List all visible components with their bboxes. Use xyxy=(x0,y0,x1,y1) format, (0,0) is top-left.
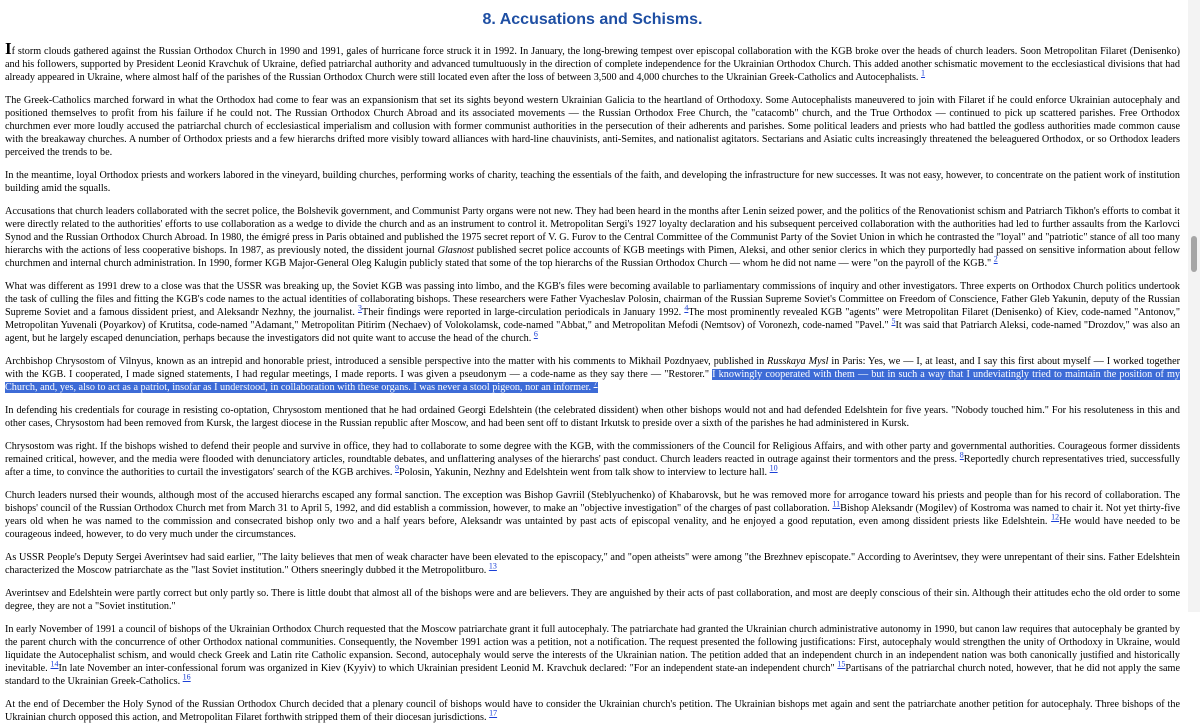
paragraph-text: in Paris: Yes, we — I, at least, and I say this first about myself — I worked together with the KGB. I cooperated, I made signed statements, I had regular meetings, I made reports. I was given a pseudonym — a code-name as they say there — "Restorer." xyxy=(5,356,1181,380)
paragraph-text: In defending his credentials for courage in resisting co-optation, Chrysostom mentioned that he had ordained Georgi Edelshtein (the celebrated dissident) when other bishops would not and had defended Edelshtein for five years. "Nobody touched him." For his resoluteness in this and other cases, Chrysostom had been removed from Kursk, the largest diocese in the Russian republic after Moscow, and had been sent off to distant Irkutsk to preside over a sixth of the parishes he had administered in Kursk. xyxy=(5,405,1180,429)
body-paragraph xyxy=(5,205,1180,270)
body-paragraph xyxy=(5,489,1180,541)
body-paragraph xyxy=(5,623,1180,688)
paragraph-text: It was said that Patriarch Aleksi, code-named "Drozdov," was also an agent, but he largely escaped denunciation, perhaps because the investigators did not quite want to accuse the head of the church. xyxy=(5,320,1180,344)
paragraph-text: In early November of 1991 a council of bishops of the Ukrainian Orthodox Church requested that the Moscow patriarchate grant it full autocephaly. The patriarchate had granted the Ukrainian church administrative autonomy in 1990, but canon law requires that autocephaly be granted by the parent church with the concurrence of other Orthodox national communities. Consequently, the November 1991 action was a petition, not a notification. The request presented the following justifications: First, autocephaly would strengthen the unity of Orthodoxy in Ukraine, would liquidate the Autocephalist schism, and would check Greek and Latin rite Catholic expansion. Second, autocephaly would serve the interests of the Ukrainian nation. The petition added that an independent church in an independent nation was both canonically justified and historically inevitable. xyxy=(5,624,1180,674)
footnote-marker xyxy=(770,464,778,473)
paragraph-text: As USSR People's Deputy Sergei Averintsev had said earlier, "The laity believes that men of weak character have been elevated to the episcopacy," and "open atheists" were among "the Brezhnev episcopate." According to Averintsev, they were unrepentant of their sins. Father Edelshtein characterized the Moscow patriarchate as the "last Soviet institution." Others sneeringly dubbed it the Metropolitburo. xyxy=(5,552,1180,576)
footnote-link[interactable]: 1 xyxy=(921,68,926,78)
body-paragraph xyxy=(5,551,1180,577)
paragraph-text: Their findings were reported in large-circulation periodicals in January 1992. xyxy=(361,307,685,318)
body-paragraph xyxy=(5,440,1180,479)
footnote-marker xyxy=(183,673,191,682)
paragraph-text: The most prominently revealed KGB "agents" were Metropolitan Filaret (Denisenko) of Kiev, code-named "Antonov," Metropolitan Yuvenali (Poyarkov) of Krutitsa, code-named "Adamant," Metropolitan Pitirim (Nechaev) of Volokolamsk, code-named "Abbat," and Metropolitan Mefodi (Nemtsov) of Voronezh, code-named "Pavel." xyxy=(5,307,1181,331)
footnote-link[interactable]: 16 xyxy=(182,672,191,682)
body-paragraph xyxy=(5,587,1180,613)
footnote-link[interactable]: 10 xyxy=(769,463,778,473)
body-paragraph xyxy=(5,404,1180,430)
body-paragraph xyxy=(5,355,1180,394)
selected-text: I knowingly cooperated with them — but in such a way that I undeviatingly tried to maintain the position of my Church, and, yes, also to act as a patriot, insofar as I understood, in collaboration with these organs. I was never a stool pigeon, nor an informer. xyxy=(5,369,1180,393)
footnote-marker xyxy=(51,660,59,669)
page-title: 8. Accusations and Schisms. xyxy=(482,11,703,28)
footnote-link[interactable]: 11 xyxy=(832,499,841,509)
footnote-link[interactable]: 15 xyxy=(837,659,846,669)
footnote-link[interactable]: 3 xyxy=(357,303,362,313)
footnote-marker xyxy=(489,709,497,718)
footnote-link[interactable]: 5 xyxy=(891,316,896,326)
paragraph-text: Bishop Aleksandr (Mogilev) of Kostroma was named to chair it. Not yet thirty-five years old when he was named to the commission and consecrated bishop only two and a half years before, Aleksandr was untainted by past acts of episcopal venality, and he enjoyed a good reputation, even among dissident priests like Edelshtein. xyxy=(5,503,1181,527)
italic-title: Russkaya Mysl xyxy=(767,356,829,367)
footnote-link[interactable]: 6 xyxy=(533,329,538,339)
footnote-marker xyxy=(1051,513,1059,522)
footnote-marker xyxy=(489,562,497,571)
paragraph-text: f storm clouds gathered against the Russian Orthodox Church in 1990 and 1991, gales of hurricane force struck it in 1992. In January, the long-brewing tempest over episcopal collaboration with the KGB broke over the heads of church leaders. Soon Metropolitan Filaret (Denisenko) and his followers, supported by President Leonid Kravchuk of Ukraine, defied patriarchal authority and advanced tumultuously in the direction of complete independence for the Ukrainian Orthodox Church. This added another schismatic movement to the ecclesiastical divisions that had already appeared in Ukraine, where almost half of the parishes of the Russian Orthodox Church were still located even after the loss of between 3,500 and 4,000 churches to the Ukrainian Greek-Catholics and Autocephalists. xyxy=(5,46,1180,83)
footnote-link[interactable]: 8 xyxy=(959,450,964,460)
footnote-link[interactable]: 4 xyxy=(684,303,689,313)
footnote-link[interactable]: 17 xyxy=(489,708,498,718)
paragraph-text: Accusations that church leaders collaborated with the secret police, the Bolshevik government, and Communist Party organs were not new. They had been heard in the months after Lenin seized power, and the politics of the Renovationist schism and Patriarch Tikhon's efforts to combat it were directly related to the authorities' efforts to use collaboration as a wedge to divide the church and as an instrument to control it. Metropolitan Sergi's 1927 loyalty declaration and his subsequent perceived collaboration with the authorities had led to further assaults from the Karlovci Synod and the Russian Orthodox Church Abroad. In 1980, the émigré press in Paris obtained and published the 1975 secret report of V. G. Furov to the Central Committee of the Communist Party of the Soviet Union in which he contrasted the "loyal" and "patriotic" stance of all too many hierarchs with the actions of less cooperative bishops. In 1987, as previously noted, the dissident journal xyxy=(5,206,1180,256)
paragraph-text: Church leaders nursed their wounds, although most of the accused hierarchs escaped any formal sanction. The exception was Bishop Gavriil (Steblyuchenko) of Khabarovsk, but he was removed more for arrogance toward his priests and people than for his record of collaboration. The bishops' council of the Russian Orthodox Church met from March 31 to April 5, 1992, and did establish a commission, however, to make an "objective investigation" of the charges of past collaboration. xyxy=(5,490,1180,514)
paragraph-text: Partisans of the patriarchal church noted, however, that he did not apply the same standard to the Ukrainian Greek-Catholics. xyxy=(5,663,1180,687)
paragraph-list xyxy=(5,39,1181,724)
italic-title: Glasnost xyxy=(437,245,474,256)
footnote-marker xyxy=(832,500,840,509)
paragraph-text: At the end of December the Holy Synod of the Russian Orthodox Church decided that a plenary council of bishops would have to consider the Ukrainian church's petition. The Ukrainian bishops met again and sent the patriarchate another petition for autocephaly. Three bishops of the Ukrainian church opposed this action, and Metropolitan Filaret forthwith stripped them of their diocesan jurisdictions. xyxy=(5,699,1180,723)
scrollbar-thumb[interactable] xyxy=(1191,236,1197,272)
paragraph-text: Reportedly church representatives tried, successfully after a time, to convince the authorities to curtail the investigators' search of the KGB archives. xyxy=(5,454,1180,478)
paragraph-text: Chrysostom was right. If the bishops wished to defend their people and survive in office, they had to collaborate to some degree with the KGB, with the commissioners of the Council for Religious Affairs, and with other party and governmental authorities. Courageous former dissidents remained critical, however, and the media were flooded with denunciatory articles, roundtable debates, and unflattering analyses of the hierarchs' past conduct. Church leaders reacted in outrage against their tormentors and the press. xyxy=(5,441,1180,465)
footnote-link[interactable]: 9 xyxy=(394,463,399,473)
paragraph-text: In late November an inter-confessional forum was organized in Kiev (Kyyiv) to which Ukrainian president Leonid M. Kravchuk declared: "For an independent state-an independent church" xyxy=(58,663,838,674)
paragraph-text: In the meantime, loyal Orthodox priests and workers labored in the vineyard, building churches, performing works of charity, teaching the essentials of the faith, and developing the infrastructure for new successes. It was not easy, however, to concentrate on the patient work of institution building amid the squalls. xyxy=(5,170,1180,194)
paragraph-text: published secret police accounts of KGB meetings with Pimen, Aleksi, and other senior clerics in which they purportedly had passed on sensitive information about fellow churchmen and internal church administration. In 1990, former KGB Major-General Oleg Kalugin publicly stated that some of the top hierarchs of the Russian Orthodox Church — whom he did not name — were "on the payroll of the KGB." xyxy=(5,245,1180,269)
body-paragraph xyxy=(5,698,1180,724)
footnote-link[interactable]: 14 xyxy=(50,659,59,669)
footnote-link[interactable]: 2 xyxy=(993,254,998,264)
paragraph-text: Polosin, Yakunin, Nezhny and Edelshtein went from talk show to interview to lecture hall. xyxy=(398,467,770,478)
footnote-marker xyxy=(921,69,925,78)
footnote-marker xyxy=(994,255,998,264)
body-paragraph xyxy=(5,39,1180,84)
paragraph-text: The Greek-Catholics marched forward in what the Orthodox had come to fear was an expansionism that set its sights beyond western Ukrainian Galicia to the heartland of Orthodoxy. Some Autocephalists maneuvered to join with Filaret if he could enforce Ukrainian autocephaly and positioned themselves to profit from his failure if he could not. The Russian Orthodox Church Abroad and its associated movements — the Russian Orthodox Free Church, the "catacomb" church, and the True Orthodox — continued to pick up scattered parishes. Free Orthodox churchmen ever more loudly accused the patriarchal church of ecclesiastical imperialism and collusion with former communist authorities in the persecution of their adherents and parishes. Some political leaders and priests who had battled the godless authorities made common cause with the breakaway churches. A number of Orthodox priests and a few hierarchs drifted more visibly toward alliances with hard-line chauvinists, anti-Semites, and nationalist agitators. Sectarians and Asiatic cults increasingly threatened the beleaguered Orthodox, or so Orthodox leaders perceived the trends to be. xyxy=(5,95,1180,158)
footnote-marker xyxy=(594,379,598,388)
paragraph-text: He would have needed to be courageous indeed, however, to do very much under the circumstances. xyxy=(5,516,1181,540)
footnote-link[interactable]: 12 xyxy=(1051,512,1060,522)
body-paragraph xyxy=(5,94,1180,159)
paragraph-text: Averintsev and Edelshtein were partly correct but only partly so. There is little doubt that almost all of the bishops were and are believers. They are anguished by their acts of past collaboration, and most are deeply conscious of their sin. Although their attitudes echo the old order to some degree, they are not a "Soviet institution." xyxy=(5,588,1180,612)
body-paragraph xyxy=(5,169,1180,195)
body-paragraph xyxy=(5,280,1180,345)
footnote-link[interactable]: 7 xyxy=(593,378,598,388)
drop-cap-letter: I xyxy=(5,39,12,58)
footnote-link[interactable]: 13 xyxy=(488,561,497,571)
vertical-scrollbar[interactable] xyxy=(1188,0,1200,612)
footnote-marker xyxy=(534,330,538,339)
paragraph-text: Archbishop Chrysostom of Vilnyus, known as an intrepid and honorable priest, introduced a sensible perspective into the matter with his comments to Mikhail Pozdnyaev, published in xyxy=(5,356,768,367)
paragraph-text: What was different as 1991 drew to a close was that the USSR was breaking up, the Soviet KGB was passing into limbo, and the KGB's files were becoming available to parliamentary commissions of inquiry and other investigators. Three experts on Orthodox Church politics undertook the task of culling the files and fitting the KGB's code names to the actual identities of collaborating bishops. These researchers were Father Vyacheslav Polosin, chairman of the Russian Supreme Soviet's Committee on Freedom of Conscience, Father Gleb Yakunin, deputy of the Russian Supreme Soviet and a famous dissident priest, and Aleksandr Nezhny, the journalist. xyxy=(5,281,1180,318)
